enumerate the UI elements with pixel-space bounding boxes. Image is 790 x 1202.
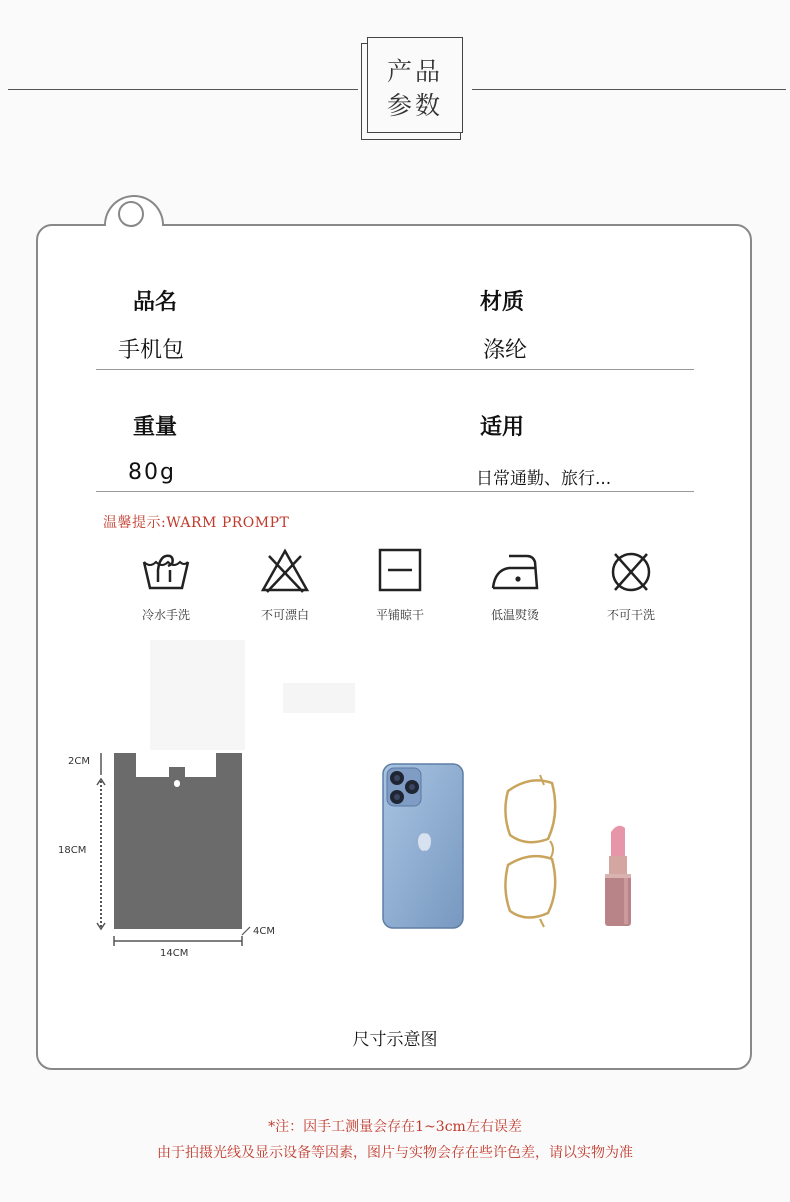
tag-hole-icon [118,201,144,227]
care-item-hand-wash [126,548,206,623]
param-value-name: 手机包 [118,338,185,363]
care-item-dry-flat [360,548,440,623]
param-divider-1 [96,369,694,370]
page-title [367,55,463,123]
no-bleach-icon [259,548,311,594]
care-label: 平铺晾干 [375,608,424,622]
care-item-no-bleach [245,548,325,623]
param-value-weight: 80g [128,460,176,485]
param-label-material: 材质 [480,290,525,315]
dim-height-label: 18CM [58,845,87,856]
care-label: 冷水手洗 [141,608,190,622]
lipstick-image [602,822,636,930]
dim-flap-label: 2CM [68,756,90,767]
bag-shape [114,753,242,929]
no-dry-clean-icon [605,548,657,594]
header-line-right [472,89,786,90]
measurement-note: *注：因手工测量会存在1~3cm左右误差 [268,1119,522,1135]
header-line-left [8,89,358,90]
care-label: 低温熨烫 [490,608,539,622]
warm-prompt: 温馨提示:WARM PROMPT [103,515,290,531]
title-line-1: 产品 [386,57,443,86]
param-divider-2 [96,491,694,492]
param-value-usage: 日常通勤、旅行... [476,469,612,489]
care-label: 不可漂白 [260,608,309,622]
param-label-usage: 适用 [480,415,525,440]
care-label: 不可干洗 [606,608,655,622]
diagram-caption: 尺寸示意图 [352,1030,438,1050]
param-label-name: 品名 [133,290,178,315]
faint-backdrop [283,683,355,713]
param-value-material: 涤纶 [483,338,528,363]
color-note: 由于拍摄光线及显示设备等因素，图片与实物会存在些许色差，请以实物为准 [157,1145,633,1161]
param-label-weight: 重量 [133,415,178,440]
care-item-no-dry-clean [591,548,671,623]
faint-backdrop [150,640,245,750]
phone-image [382,763,464,929]
dim-depth-label: 4CM [253,926,275,937]
title-line-2: 参数 [386,91,443,120]
dry-flat-icon [374,548,426,594]
glasses-image [500,773,566,929]
hand-wash-icon [140,548,192,594]
low-iron-icon [487,548,543,594]
care-item-low-iron [475,548,555,623]
dim-width-label: 14CM [160,948,189,959]
